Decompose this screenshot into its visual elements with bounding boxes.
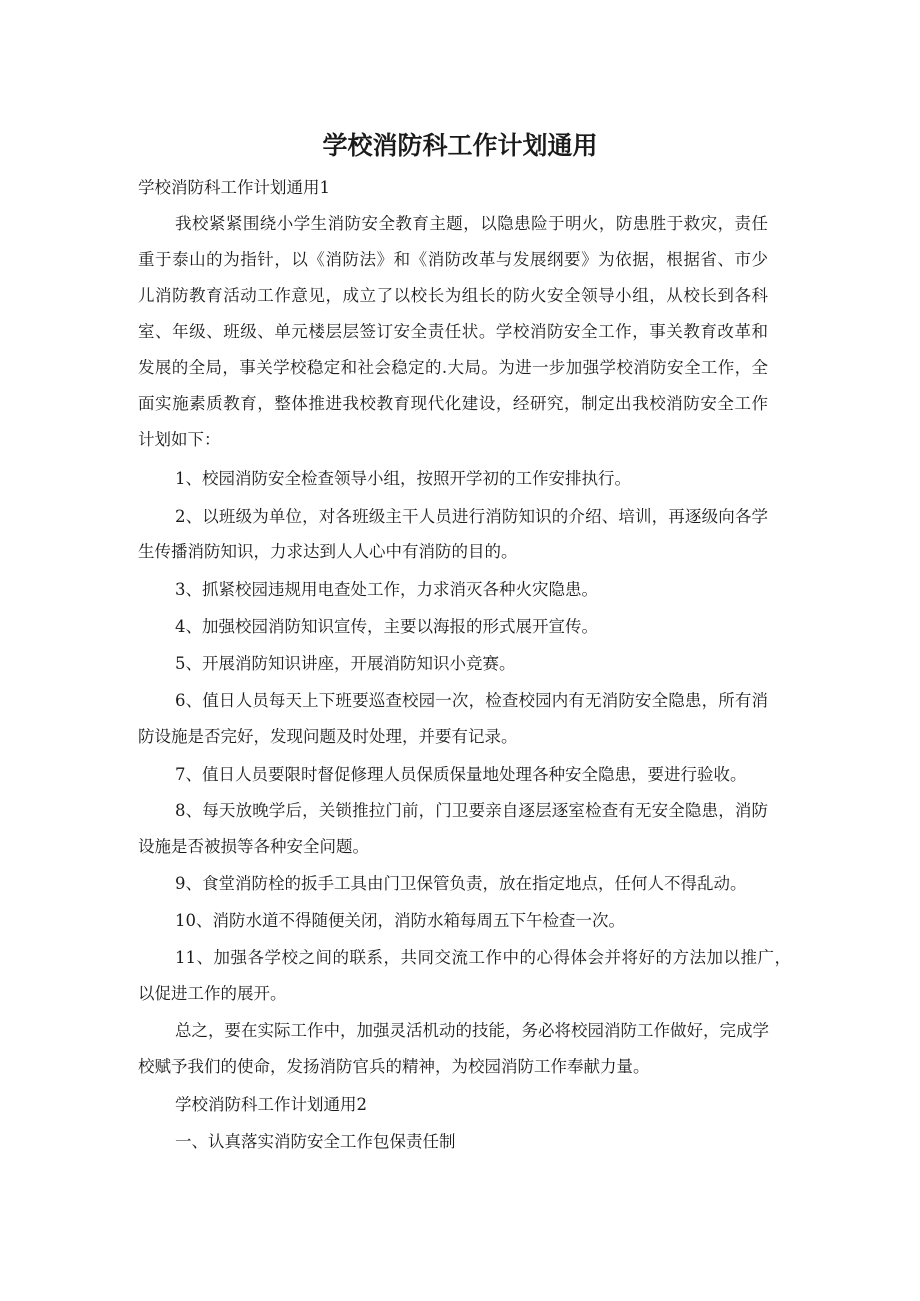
plan-item-5: 5、开展消防知识讲座，开展消防知识小竞赛。 <box>175 654 516 673</box>
intro-paragraph-line: 我校紧紧围绕小学生消防安全教育主题，以隐患险于明火，防患胜于救灾，责任 <box>175 214 768 233</box>
plan-item-1: 1、校园消防安全检查领导小组，按照开学初的工作安排执行。 <box>175 469 631 488</box>
section-2-subheading: 一、认真落实消防安全工作包保责任制 <box>175 1132 456 1151</box>
plan-item-2-cont: 生传播消防知识，力求达到人人心中有消防的目的。 <box>138 542 518 561</box>
document-title: 学校消防科工作计划通用 <box>322 131 598 160</box>
intro-paragraph-line: 儿消防教育活动工作意见，成立了以校长为组长的防火安全领导小组，从校长到各科 <box>138 286 768 305</box>
plan-item-4: 4、加强校园消防知识宣传，主要以海报的形式展开宣传。 <box>175 617 598 636</box>
plan-item-8-cont: 设施是否被损等各种安全问题。 <box>138 837 369 856</box>
plan-item-2: 2、以班级为单位，对各班级主干人员进行消防知识的介绍、培训，再逐级向各学 <box>175 507 768 526</box>
plan-item-9: 9、食堂消防栓的扳手工具由门卫保管负责，放在指定地点，任何人不得乱动。 <box>175 874 747 893</box>
intro-paragraph-line: 面实施素质教育，整体推进我校教育现代化建设，经研究，制定出我校消防安全工作 <box>138 394 768 413</box>
plan-item-6-cont: 防设施是否完好，发现问题及时处理，并要有记录。 <box>138 727 518 746</box>
intro-paragraph-line: 计划如下： <box>138 430 221 449</box>
plan-item-8: 8、每天放晚学后，关锁推拉门前，门卫要亲自逐层逐室检查有无安全隐患，消防 <box>175 801 768 820</box>
intro-paragraph-line: 重于泰山的为指针，以《消防法》和《消防改革与发展纲要》为依据，根据省、市少 <box>138 250 768 269</box>
intro-paragraph-line: 室、年级、班级、单元楼层层签订安全责任状。学校消防安全工作，事关教育改革和 <box>138 322 768 341</box>
plan-item-6: 6、值日人员每天上下班要巡查校园一次，检查校园内有无消防安全隐患，所有消 <box>175 691 768 710</box>
intro-paragraph-line: 发展的全局，事关学校稳定和社会稳定的.大局。为进一步加强学校消防安全工作，全 <box>138 358 768 377</box>
plan-item-11-cont: 以促进工作的展开。 <box>138 984 287 1003</box>
plan-item-10: 10、消防水道不得随便关闭，消防水箱每周五下午检查一次。 <box>175 911 625 930</box>
section-heading-2: 学校消防科工作计划通用2 <box>175 1095 367 1114</box>
plan-item-11: 11、加强各学校之间的联系，共同交流工作中的心得体会并将好的方法加以推广， <box>175 948 791 967</box>
plan-item-3: 3、抓紧校园违规用电查处工作，力求消灭各种火灾隐患。 <box>175 580 598 599</box>
plan-item-7: 7、值日人员要限时督促修理人员保质保量地处理各种安全隐患，要进行验收。 <box>175 765 747 784</box>
summary-paragraph-cont: 校赋予我们的使命，发扬消防官兵的精神，为校园消防工作奉献力量。 <box>138 1057 650 1076</box>
section-heading-1: 学校消防科工作计划通用1 <box>138 178 330 197</box>
summary-paragraph: 总之，要在实际工作中，加强灵活机动的技能，务必将校园消防工作做好，完成学 <box>175 1021 769 1040</box>
